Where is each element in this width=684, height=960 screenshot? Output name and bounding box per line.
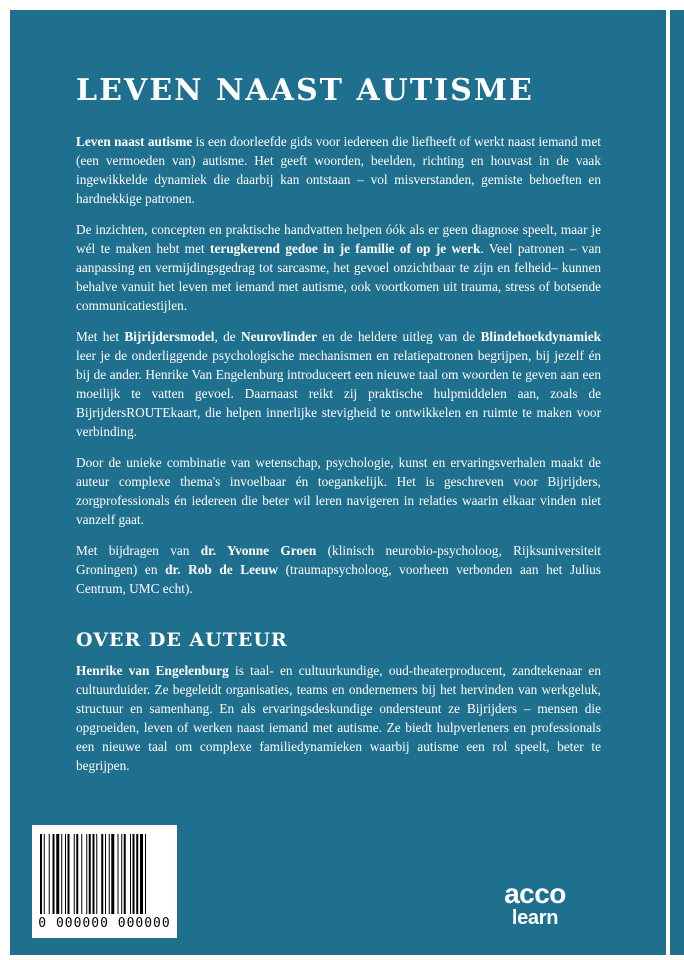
barcode-bar xyxy=(81,834,82,914)
concept-neurovlinder: Neurovlinder xyxy=(241,329,317,344)
spine-edge xyxy=(670,10,684,955)
blurb-text: leer je de onderliggende psychologische mechanismen en relatiepatronen begrijpen, bij jezelf én bij de ander. Henrike Van Engelenburg introduceert een nieuwe taal om woorden te geven aan een moeilijk te vatten gevoel. Daarnaast reikt zij praktische hulpmiddelen aan, zoals de BijrijdersROUTEkaart, die helpen innerlijke stevigheid te ontwikkelen en ruimte te maken voor verbinding. xyxy=(76,348,601,439)
barcode-bar xyxy=(40,834,42,914)
blurb-text: (traumapsycholoog, voorheen verbonden aan het Julius Centrum, UMC echt). xyxy=(76,562,601,596)
barcode-bar xyxy=(118,834,119,914)
blurb-paragraph-5 xyxy=(76,541,601,598)
barcode-bar xyxy=(111,834,114,914)
barcode-bar xyxy=(44,834,45,914)
blurb-text: , de xyxy=(214,329,242,344)
barcode-bar xyxy=(65,834,66,914)
book-title: LEVEN NAAST AUTISME xyxy=(76,73,534,108)
barcode-bar xyxy=(101,834,103,914)
back-cover xyxy=(10,10,666,955)
concept-bijrijdersmodel: Bijrijdersmodel xyxy=(124,329,215,344)
contributor-de-leeuw: dr. Rob de Leeuw xyxy=(165,562,278,577)
barcode-bar xyxy=(89,834,91,914)
barcode-bar xyxy=(68,834,70,914)
author-heading: OVER DE AUTEUR xyxy=(76,629,288,651)
barcode-bar xyxy=(74,834,75,914)
barcode-bars xyxy=(40,834,170,914)
blurb-emphasis: terugkerend gedoe in je familie of op je werk xyxy=(210,241,481,256)
barcode xyxy=(32,825,177,938)
blurb-text: is een doorleefde gids voor iedereen die liefheeft of werkt naast iemand met (een vermoeden van) autisme. Het geeft woorden, beelden, richting en houvast in de vaak ingewikkelde dynamiek die daarbij kan ontstaan – vol misverstanden, gemiste behoeften en hardnekkige patronen. xyxy=(76,134,601,206)
barcode-bar xyxy=(86,834,87,914)
blurb-text: Door de unieke combinatie van wetenschap, psychologie, kunst en ervaringsverhalen maakt de auteur complexe thema's invoelbaar én toegankelijk. Het is geschreven voor Bijrijders, zorgprofessionals én iedereen die beter wil leren navigeren in relaties waarin elkaar vinden niet vanzelf gaat. xyxy=(76,455,601,527)
barcode-bar xyxy=(121,834,122,914)
blurb xyxy=(76,132,601,610)
barcode-number: 0 000000 000000 xyxy=(38,916,171,931)
concept-blindehoekdynamiek: Blindehoekdynamiek xyxy=(480,329,602,344)
author-paragraph xyxy=(76,661,601,775)
barcode-bar xyxy=(96,834,97,914)
barcode-bar xyxy=(136,834,138,914)
blurb-paragraph-2 xyxy=(76,220,601,315)
barcode-bar xyxy=(93,834,95,914)
logo-learn: learn xyxy=(511,907,559,929)
barcode-bar xyxy=(56,834,59,914)
barcode-bar xyxy=(124,834,126,914)
barcode-bar xyxy=(133,834,135,914)
blurb-text: (klinisch neurobio-psycholoog, Rijksuniversiteit Groningen) en xyxy=(76,543,601,577)
barcode-bar xyxy=(61,834,62,914)
blurb-text: De inzichten, concepten en praktische handvatten helpen óók als er geen diagnose speelt, maar je wél te maken hebt met xyxy=(76,222,601,256)
logo-acco: acco xyxy=(504,878,566,909)
publisher-logo xyxy=(490,878,580,929)
barcode-bar xyxy=(109,834,110,914)
author-text: is taal- en cultuurkundige, oud-theaterproducent, zandtekenaar en cultuurduider. Ze begeleidt organisaties, teams en ondernemers bij het hervinden van werkgeluk, structuur en samenhang. En als ervaringsdeskundige ondersteunt ze Bijrijders – mensen die opgroeiden, leven of werken naast iemand met autisme. Ze biedt hulpverleners en professionals een nieuwe taal om complexe familiedynamieken waarbij autisme een rol speelt, beter te begrijpen. xyxy=(76,663,601,773)
barcode-bar xyxy=(140,834,143,914)
blurb-text: . Veel patronen – van aanpassing en vermijdingsgedrag tot sarcasme, het gevoel onzichtbaar te zijn en felheid– kunnen behalve vanuit het leven met iemand met autisme, ook voortkomen uit trauma, stress of botsende communicatiestijlen. xyxy=(76,241,601,313)
barcode-bar xyxy=(130,834,131,914)
blurb-text: Met bijdragen van xyxy=(76,543,201,558)
author-name: Henrike van Engelenburg xyxy=(76,663,229,678)
blurb-paragraph-1 xyxy=(76,132,601,208)
barcode-bar xyxy=(105,834,106,914)
book-title-inline: Leven naast autisme xyxy=(76,134,193,149)
barcode-bar xyxy=(145,834,146,914)
blurb-text: Met het xyxy=(76,329,125,344)
blurb-paragraph-3 xyxy=(76,327,601,441)
blurb-paragraph-4 xyxy=(76,453,601,529)
barcode-bar xyxy=(49,834,50,914)
blurb-text: en de heldere uitleg van de xyxy=(316,329,481,344)
barcode-bar xyxy=(76,834,78,914)
author-bio xyxy=(76,661,601,787)
contributor-groen: dr. Yvonne Groen xyxy=(200,543,317,558)
barcode-bar xyxy=(53,834,55,914)
